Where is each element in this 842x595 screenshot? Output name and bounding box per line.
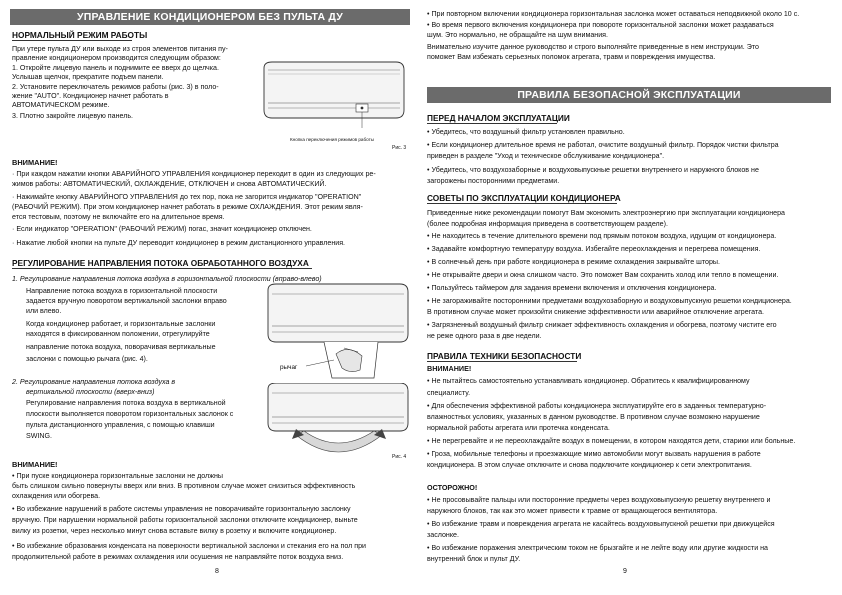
text-line: вручную. При нарушении нормальной работы горизонтальной заслонки отключите кондиционер, выньте bbox=[12, 516, 358, 524]
text-line: правление кондиционером производится следующим образом: bbox=[12, 54, 221, 62]
text-line: · Нажимайте кнопку АВАРИЙНОГО УПРАВЛЕНИЯ до тех пор, пока не загорится индикатор "OPERATION" bbox=[12, 193, 362, 201]
text-line: • При пуске кондиционера горизонтальные заслонки не должны bbox=[12, 472, 223, 480]
text-line: Направление потока воздуха в горизонтальной плоскости bbox=[26, 287, 218, 295]
text-line: кондиционера. В этом случае отключите и снова подключите кондиционер к сети электропитания. bbox=[427, 461, 752, 469]
text-line: 1. Откройте лицевую панель и поднимите ее вверх до щелчка. bbox=[12, 64, 219, 72]
safety-heading: ПРАВИЛА ТЕХНИКИ БЕЗОПАСНОСТИ bbox=[427, 351, 582, 361]
text-line: или влево. bbox=[26, 307, 62, 315]
text-line: • Если кондиционер длительное время не работал, очистите воздушный фильтр. Порядок чистки фильтра bbox=[427, 141, 779, 149]
heading-rule bbox=[427, 361, 577, 362]
text-line: • Не открывайте двери и окна слишком часто. Это поможет Вам сохранить холод или тепло в помещении. bbox=[427, 271, 779, 279]
normal-mode-heading: НОРМАЛЬНЫЙ РЕЖИМ РАБОТЫ bbox=[12, 30, 148, 40]
figure-3-indoor-unit bbox=[258, 48, 410, 138]
heading-rule bbox=[12, 268, 312, 269]
right-page bbox=[421, 0, 842, 595]
text-line: В противном случае может произойти снижение эффективности или аварийное отключение агрегата. bbox=[427, 308, 764, 316]
text-line: • Не перегревайте и не переохлаждайте воздух в помещении, в котором находятся дети, старики или больные. bbox=[427, 437, 796, 445]
text-line: SWING. bbox=[26, 432, 53, 440]
lever-label: рычаг bbox=[280, 364, 298, 371]
text-line: 3. Плотно закройте лицевую панель. bbox=[12, 112, 134, 120]
text-line: • Не находитесь в течение длительного времени под прямым потоком воздуха, идущим от кондиционера. bbox=[427, 232, 777, 240]
text-line: • Во время первого включения кондиционера при повороте горизонтальной заслонки может раздаваться bbox=[427, 21, 774, 29]
text-line: нормальной работы агрегата или протечка конденсата. bbox=[427, 424, 610, 432]
text-line: · Если индикатор "OPERATION" (РАБОЧИЙ РЕЖИМ) погас, значит кондиционер отключен. bbox=[12, 225, 312, 233]
text-line: влажностных условиях, указанных в данном руководстве. В противном случае возможно нарушение bbox=[427, 413, 760, 421]
text-line: приведен в разделе "Уход и техническое обслуживание кондиционера". bbox=[427, 152, 665, 160]
text-line: • Гроза, мобильные телефоны и проезжающие мимо автомобили могут вызвать нарушения в работе bbox=[427, 450, 761, 458]
text-line: • Пользуйтесь таймером для задания времени включения и отключения кондиционера. bbox=[427, 284, 717, 292]
text-line: Когда кондиционер работает, и горизонтальные заслонки bbox=[26, 320, 216, 328]
text-line: заслонке. bbox=[427, 531, 459, 539]
airflow-item2-title-line1: 2. Регулирование направления потока воздуха в bbox=[12, 378, 176, 386]
airflow-item2-title-line2: вертикальной плоскости (вверх-вниз) bbox=[26, 388, 155, 396]
text-line: пульта дистанционного управления, с помощью клавиши bbox=[26, 421, 215, 429]
caution-heading: ОСТОРОЖНО! bbox=[427, 483, 478, 492]
before-start-heading: ПЕРЕД НАЧАЛОМ ЭКСПЛУАТАЦИИ bbox=[427, 113, 570, 123]
text-line: охлаждения или обогрева. bbox=[12, 492, 101, 500]
heading-rule bbox=[427, 203, 617, 204]
text-line: • В солнечный день при работе кондиционера в режиме охлаждения закрывайте шторы. bbox=[427, 258, 720, 266]
heading-rule bbox=[12, 40, 132, 41]
text-line: • Не просовывайте пальцы или посторонние предметы через воздуховыпускную решетку внутреннего и bbox=[427, 496, 771, 504]
text-line: жимов работы: АВТОМАТИЧЕСКИЙ, ОХЛАЖДЕНИЕ, ОТКЛЮЧЕН и снова АВТОМАТИЧЕСКИЙ. bbox=[12, 180, 327, 188]
text-line: • Во избежание травм и повреждения агрегата не касайтесь воздуховыпускной решетки при движущейся bbox=[427, 520, 775, 528]
text-line: продолжительной работе в режимах охлаждения или осушения не направляйте поток воздуха вниз. bbox=[12, 553, 344, 561]
text-line: • Не пытайтесь самостоятельно устанавливать кондиционер. Обратитесь к квалифицированному bbox=[427, 377, 750, 385]
text-line: шум. Это нормально, не обращайте на шум внимания. bbox=[427, 31, 608, 39]
airflow-item1-title: 1. Регулирование направления потока воздуха в горизонтальной плоскости (вправо-влево) bbox=[12, 275, 322, 283]
figure-3-caption: Кнопка переключения режимов работы bbox=[290, 137, 374, 142]
text-line: направление потока воздуха, поворачивая вертикальные bbox=[26, 343, 216, 351]
safety-subheading: ВНИМАНИЕ! bbox=[427, 364, 472, 373]
text-line: • Убедитесь, что воздухозаборные и воздуховыпускные решетки внутреннего и наружного блоков не bbox=[427, 166, 759, 174]
text-line: Внимательно изучите данное руководство и строго выполняйте приведенные в нем инструкции. Это bbox=[427, 43, 759, 51]
text-line: наружного блоков, так как это может привести к травме от вращающегося вентилятора. bbox=[427, 507, 718, 515]
text-line: Приведенные ниже рекомендации помогут Вам экономить электроэнергию при эксплуатации кондиционера bbox=[427, 209, 786, 217]
text-line: • Для обеспечения эффективной работы кондиционера эксплуатируйте его в заданных температурно- bbox=[427, 402, 767, 410]
text-line: задается вручную поворотом вертикальной заслонки вправо bbox=[26, 297, 227, 305]
text-line: • Убедитесь, что воздушный фильтр установлен правильно. bbox=[427, 128, 625, 136]
figure-4-swing-unit bbox=[262, 383, 414, 463]
text-line: находятся в фиксированном положении, отрегулируйте bbox=[26, 330, 210, 338]
text-line: поможет Вам избежать серьезных поломок агрегата, травм и повреждения имущества. bbox=[427, 53, 716, 61]
text-line: жение "AUTO". Кондиционер начнет работать в bbox=[12, 92, 169, 100]
heading-rule bbox=[427, 123, 557, 124]
text-line: специалисту. bbox=[427, 389, 471, 397]
text-line: не реже одного раза в две недели. bbox=[427, 332, 542, 340]
left-banner: УПРАВЛЕНИЕ КОНДИЦИОНЕРОМ БЕЗ ПУЛЬТА ДУ bbox=[10, 9, 410, 25]
text-line: · При каждом нажатии кнопки АВАРИЙНОГО УПРАВЛЕНИЯ кондиционер переходит в один из следующих ре- bbox=[12, 170, 376, 178]
airflow-heading: РЕГУЛИРОВАНИЕ НАПРАВЛЕНИЯ ПОТОКА ОБРАБОТАННОГО ВОЗДУХА bbox=[12, 258, 309, 268]
text-line: • Не загораживайте посторонними предметами воздухозаборную и воздуховыпускную решетки кондиционера. bbox=[427, 297, 792, 305]
attention-heading: ВНИМАНИЕ! bbox=[12, 158, 58, 167]
text-line: АВТОМАТИЧЕСКОМ режиме. bbox=[12, 101, 110, 109]
text-line: Услышав щелчок, прекратите подъем панели. bbox=[12, 73, 164, 81]
text-line: заслонки с помощью рычага (рис. 4). bbox=[26, 355, 148, 363]
text-line: При утере пульта ДУ или выходе из строя элементов питания пу- bbox=[12, 45, 228, 53]
page-number: 8 bbox=[215, 568, 219, 575]
right-banner: ПРАВИЛА БЕЗОПАСНОЙ ЭКСПЛУАТАЦИИ bbox=[427, 87, 831, 103]
text-line: загорожены посторонними предметами. bbox=[427, 177, 560, 185]
text-line: 2. Установите переключатель режимов работы (рис. 3) в поло- bbox=[12, 83, 219, 91]
text-line: • Во избежание нарушений в работе системы управления не поворачивайте горизонтальную заслонку bbox=[12, 505, 351, 513]
text-line: Регулирование направления потока воздуха в вертикальной bbox=[26, 399, 226, 407]
text-line: · Нажатие любой кнопки на пульте ДУ переводит кондиционер в режим дистанционного управления. bbox=[12, 239, 346, 247]
attention2-heading: ВНИМАНИЕ! bbox=[12, 460, 58, 469]
text-line: внутренний блок и пульт ДУ. bbox=[427, 555, 521, 563]
text-line: • Во избежание образования конденсата на поверхности вертикальной заслонки и стекания его на пол при bbox=[12, 542, 367, 550]
figure-4-label: Рис. 4 bbox=[392, 454, 407, 460]
text-line: (РАБОЧИЙ РЕЖИМ). При этом кондиционер начнет работать в режиме ОХЛАЖДЕНИЯ. Этот режим явля- bbox=[12, 203, 363, 211]
figure-3-label: Рис. 3 bbox=[392, 145, 407, 151]
text-line: • При повторном включении кондиционера горизонтальная заслонка может оставаться неподвижной около 10 с. bbox=[427, 10, 800, 18]
text-line: ется тестовым, поэтому не включайте его на длительное время. bbox=[12, 213, 225, 221]
text-line: плоскости выполняется поворотом горизонтальных заслонок с bbox=[26, 410, 234, 418]
text-line: (более подробная информация приведена в соответствующем разделе). bbox=[427, 220, 668, 228]
text-line: • Во избежание поражения электрическим током не брызгайте и не лейте воду или другие жидкости на bbox=[427, 544, 768, 552]
text-line: • Задавайте комфортную температуру воздуха. Избегайте переохлаждения и перегрева помещения. bbox=[427, 245, 761, 253]
text-line: • Загрязненный воздушный фильтр снижает эффективность охлаждения и обогрева, поэтому чистите его bbox=[427, 321, 777, 329]
page-number: 9 bbox=[623, 568, 627, 575]
text-line: быть слишком сильно повернуты вверх или вниз. В противном случае может снизиться эффективность bbox=[12, 482, 356, 490]
text-line: вилку из розетки, через несколько минут снова вставьте вилку в розетку и включите кондиционер. bbox=[12, 527, 337, 535]
tips-heading: СОВЕТЫ ПО ЭКСПЛУАТАЦИИ КОНДИЦИОНЕРА bbox=[427, 193, 621, 203]
